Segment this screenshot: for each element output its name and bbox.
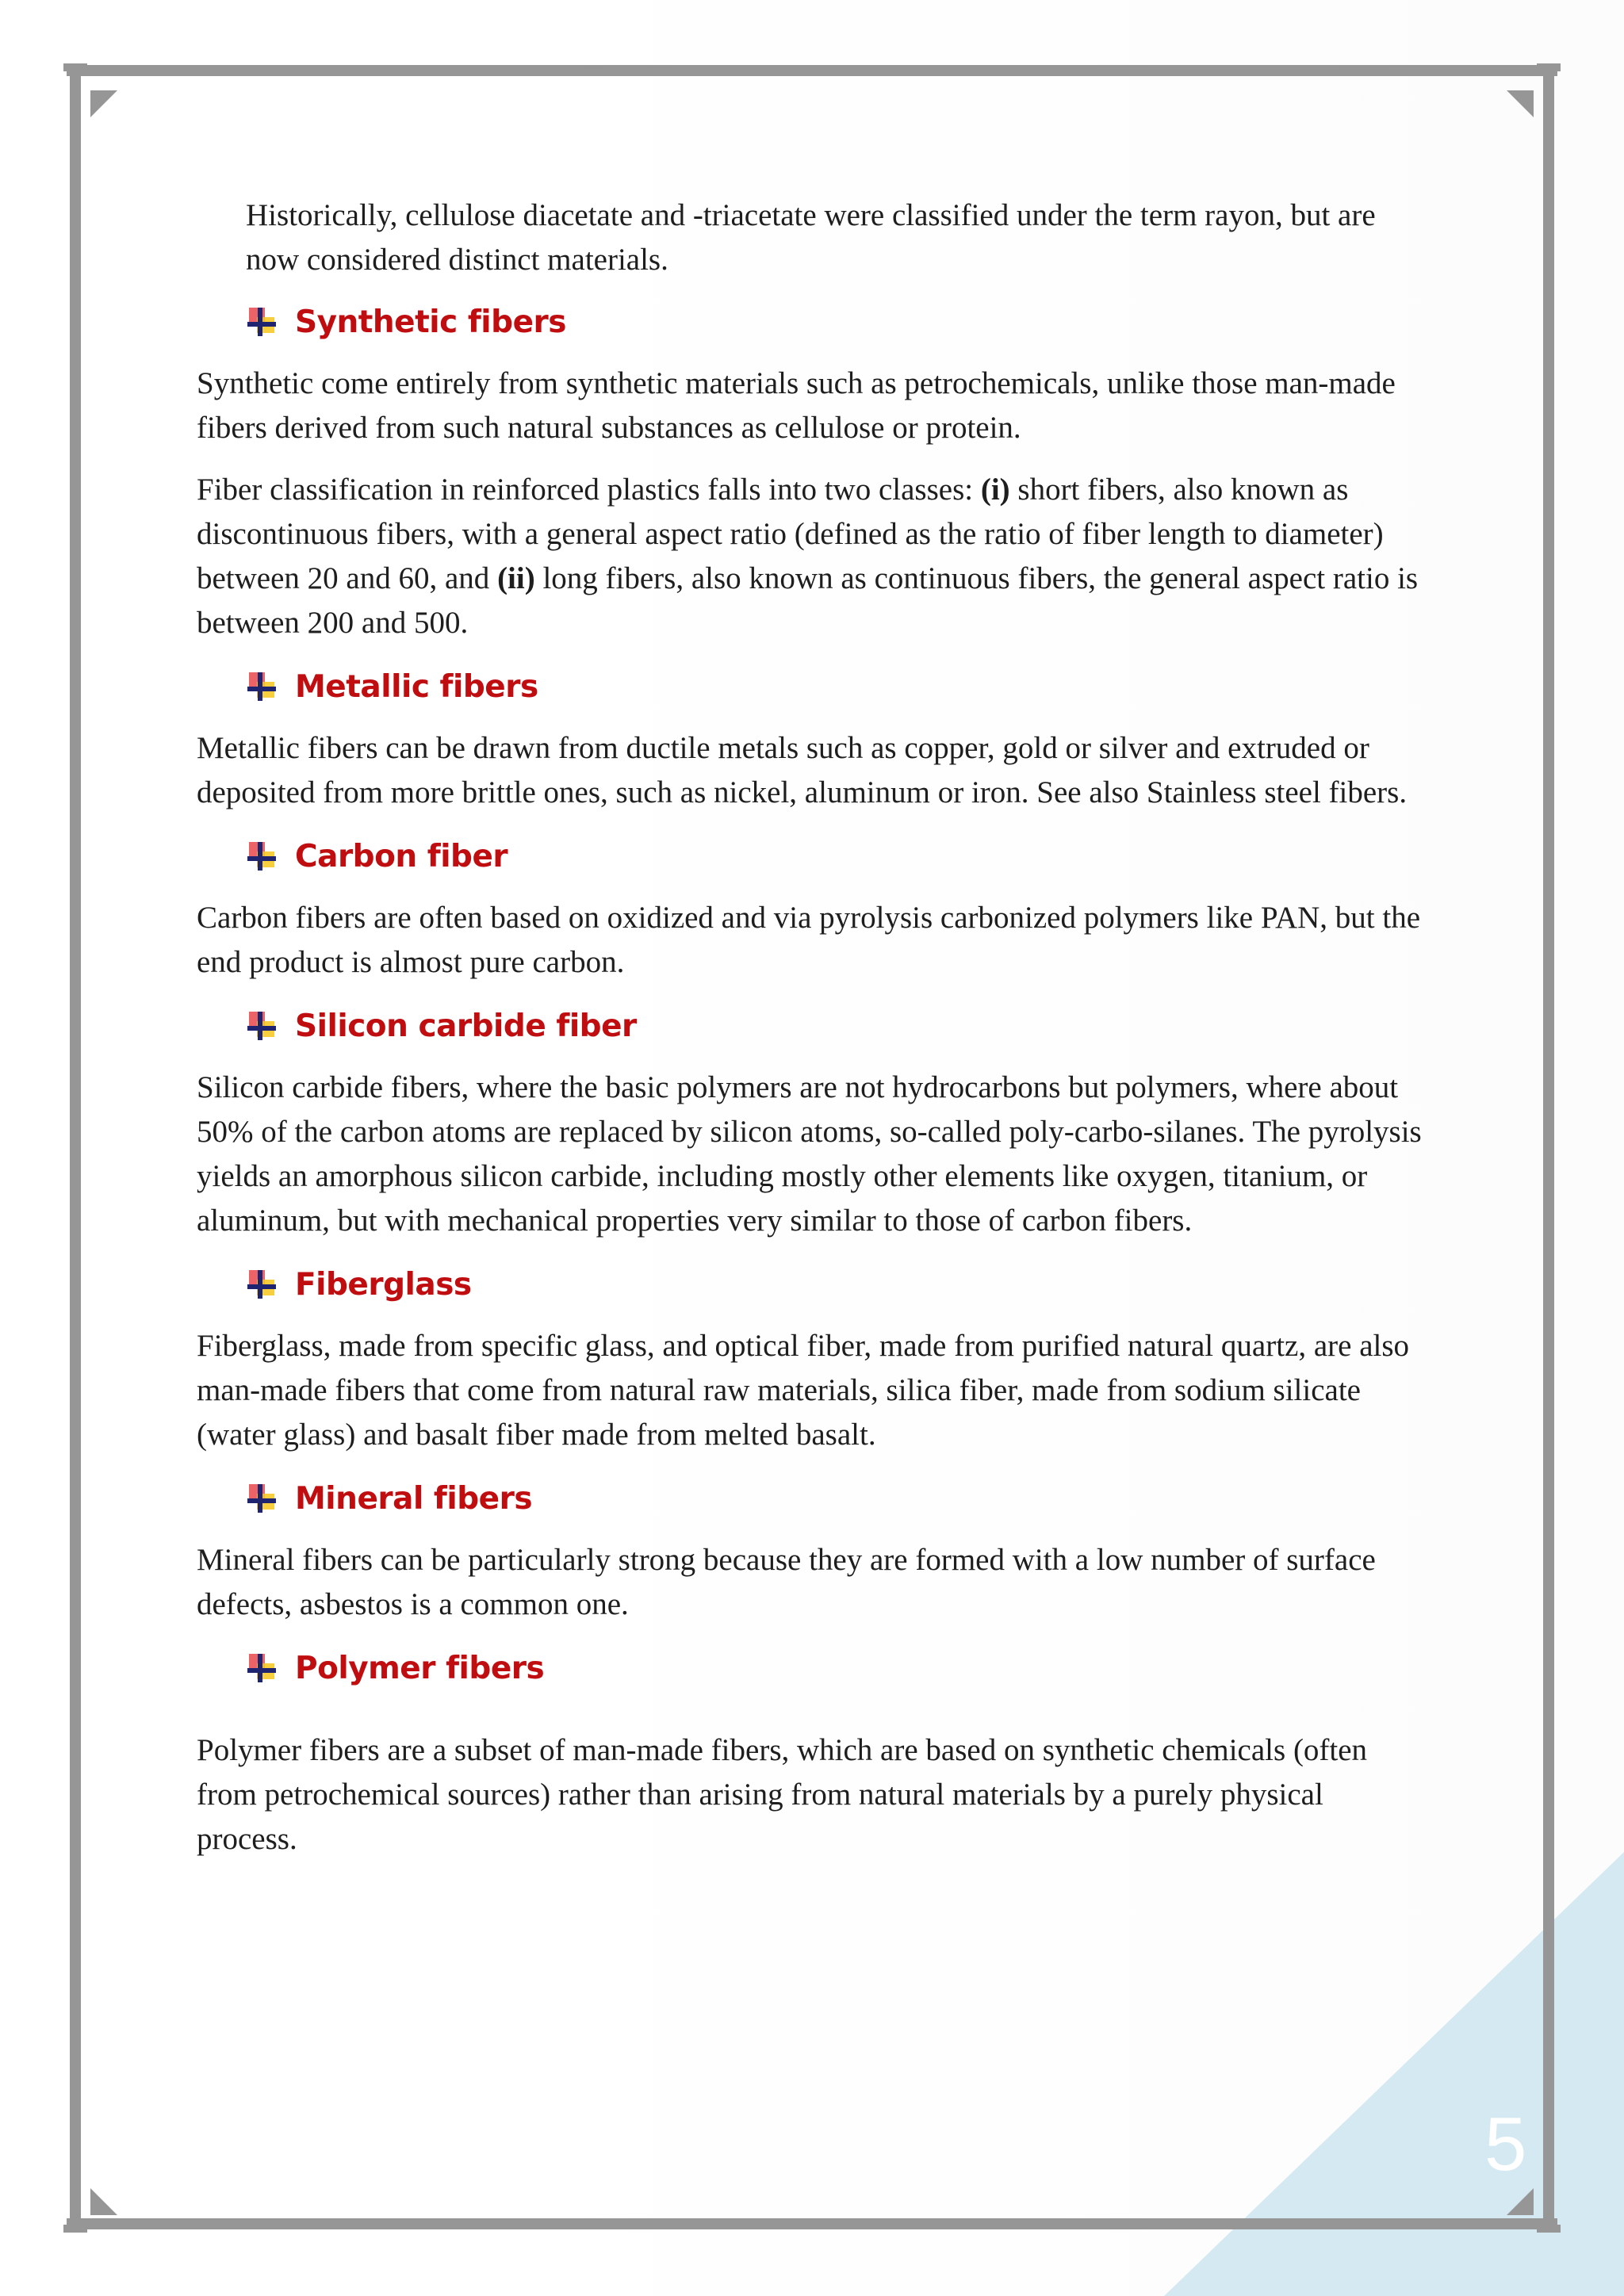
heading-text: Polymer fibers <box>295 1650 545 1686</box>
frame-bottom <box>67 2218 1557 2229</box>
frame-left <box>70 63 81 2233</box>
heading-text: Fiberglass <box>295 1266 472 1303</box>
section-heading-synthetic <box>246 298 1424 346</box>
corner-notch-top-right <box>1507 90 1534 117</box>
heading-text: Metallic fibers <box>295 668 538 705</box>
text-span: Fiber classification in reinforced plastics falls into two classes: <box>197 473 981 507</box>
heading-text: Mineral fibers <box>295 1480 533 1517</box>
bullet-cross-icon <box>246 1652 278 1684</box>
section-heading-polymer <box>246 1644 1424 1692</box>
heading-text: Silicon carbide fiber <box>295 1008 637 1044</box>
corner-notch-bottom-left <box>90 2188 117 2215</box>
bullet-cross-icon <box>246 1483 278 1514</box>
bold-marker: (ii) <box>497 561 535 595</box>
page-number: 5 <box>1484 2102 1527 2187</box>
paragraph: Synthetic come entirely from synthetic materials such as petrochemicals, unlike those man-made fibers derived from such natural substances as cellulose or protein. <box>197 366 1396 445</box>
frame-top <box>67 65 1557 76</box>
section-heading-carbon <box>246 832 1424 880</box>
frame-right <box>1543 63 1554 2233</box>
frame-tick <box>63 63 87 71</box>
frame-tick <box>1537 2225 1561 2233</box>
paragraph: Metallic fibers can be drawn from ductile metals such as copper, gold or silver and extruded or deposited from more brittle ones, such as nickel, aluminum or iron. See also Stainless steel fibers. <box>197 731 1408 809</box>
section-heading-mineral <box>246 1475 1424 1522</box>
paragraph <box>197 468 1424 645</box>
bold-marker: (i) <box>980 473 1010 507</box>
paragraph: Polymer fibers are a subset of man-made fibers, which are based on synthetic chemicals (often from petrochemical sources) rather than arising from natural materials by a purely physical process. <box>197 1733 1368 1856</box>
frame-tick <box>1537 63 1561 71</box>
intro-paragraph: Historically, cellulose diacetate and -triacetate were classified under the term rayon, but are now considered distinct materials. <box>246 198 1376 277</box>
bullet-cross-icon <box>246 1269 278 1300</box>
bullet-cross-icon <box>246 306 278 338</box>
heading-text: Carbon fiber <box>295 838 508 874</box>
frame-tick <box>63 2225 87 2233</box>
corner-notch-bottom-right <box>1507 2188 1534 2215</box>
section-heading-fiberglass <box>246 1261 1424 1308</box>
spacer <box>197 1708 1424 1728</box>
section-heading-metallic <box>246 663 1424 710</box>
section-heading-silicon-carbide <box>246 1002 1424 1050</box>
bullet-cross-icon <box>246 1010 278 1042</box>
page-content <box>197 193 1424 1879</box>
text-span: short fibers, also known as discontinuous fibers, with a general aspect ratio (defined as the ratio of fiber length to diameter) between 20 and 60, and <box>197 473 1384 595</box>
paragraph: Carbon fibers are often based on oxidized and via pyrolysis carbonized polymers like PAN, but the end product is almost pure carbon. <box>197 901 1421 979</box>
bullet-cross-icon <box>246 671 278 702</box>
paragraph: Fiberglass, made from specific glass, and optical fiber, made from purified natural quartz, are also man-made fibers that come from natural raw materials, silica fiber, made from sodium silicate (water glass) and basalt fiber made from melted basalt. <box>197 1329 1410 1452</box>
paragraph: Silicon carbide fibers, where the basic polymers are not hydrocarbons but polymers, where about 50% of the carbon atoms are replaced by silicon atoms, so-called poly-carbo-silanes. The pyrolysis yields an amorphous silicon carbide, including mostly other elements like oxygen, titanium, or aluminum, but with mechanical properties very similar to those of carbon fibers. <box>197 1070 1422 1238</box>
text-span: long fibers, also known as continuous fibers, the general aspect ratio is between 200 and 500. <box>197 561 1419 640</box>
corner-notch-top-left <box>90 90 117 117</box>
bullet-cross-icon <box>246 840 278 872</box>
heading-text: Synthetic fibers <box>295 304 566 340</box>
paragraph: Mineral fibers can be particularly strong because they are formed with a low number of surface defects, asbestos is a common one. <box>197 1543 1376 1621</box>
